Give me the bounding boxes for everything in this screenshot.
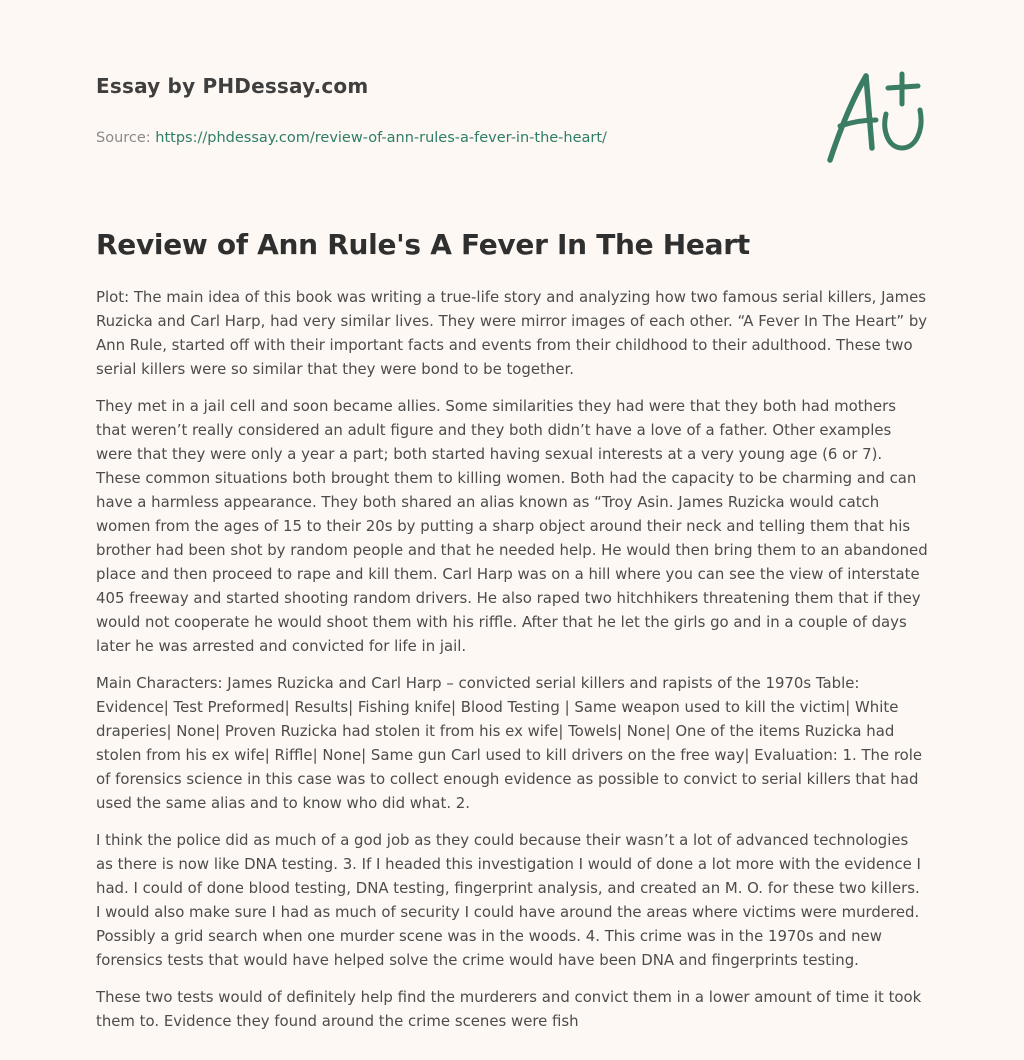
site-brand: Essay by PHDessay.com [96, 74, 369, 98]
essay-paragraph: I think the police did as much of a god job as they could because their wasn’t a lot of advanced technologies as there is now like DNA testing. 3. If I headed this investigation I would of done a lot more with the evidence I had. I could of done blood testing, DNA testing, fingerprint analysis, and created an M. O. for these two killers. I would also make sure I had as much of security I could have around the areas where victims were murdered. Possibly a grid search when one murder scene was in the woods. 4. This crime was in the 1970s and new forensics tests that would have helped solve the crime would have been DNA and fingerprints testing. [96, 831, 921, 969]
source-label: Source: [96, 130, 156, 146]
essay-title: Review of Ann Rule's A Fever In The Heart [96, 228, 750, 261]
essay-paragraph: Plot: The main idea of this book was writing a true-life story and analyzing how two famous serial killers, James Ruzicka and Carl Harp, had very similar lives. They were mirror images of each other. “A Fever In The Heart” by Ann Rule, started off with their important facts and events from their childhood to their adulthood. These two serial killers were so similar that they were bond to be together. [96, 288, 928, 378]
essay-paragraph: They met in a jail cell and soon became allies. Some similarities they had were that they both had mothers that weren’t really considered an adult figure and they both didn’t have a love of a father. Other examples were that they were only a year a part; both started having sexual interests at a very young age (6 or 7). These common situations both brought them to killing women. Both had the capacity to be charming and can have a harmless appearance. They both shared an alias known as “Troy Asin. James Ruzicka would catch women from the ages of 15 to their 20s by putting a sharp object around their neck and telling them that his brother had been shot by random people and that he needed help. He would then bring them to an abandoned place and then proceed to rape and kill them. Carl Harp was on a hill where you can see the view of interstate 405 freeway and started shooting random drivers. He also raped two hitchhikers threatening them that if they would not cooperate he would shoot them with his riffle. After that he let the girls go and in a couple of days later he was arrested and convicted for life in jail. [96, 397, 928, 655]
source-line [96, 130, 796, 146]
essay-header [96, 74, 796, 146]
essay-content [96, 228, 928, 1046]
essay-paragraph: These two tests would of definitely help find the murderers and convict them in a lower amount of time it took them to. Evidence they found around the crime scenes were fish [96, 988, 922, 1030]
essay-paragraph: Main Characters: James Ruzicka and Carl Harp – convicted serial killers and rapists of the 1970s Table: Evidence| Test Preformed| Results| Fishing knife| Blood Testing | Same weapon used to kill the victim| White draperies| None| Proven Ruzicka had stolen it from his ex wife| Towels| None| One of the items Ruzicka had stolen from his ex wife| Riffle| None| Same gun Carl used to kill drivers on the free way| Evaluation: 1. The role of forensics science in this case was to collect enough evidence as possible to convict to serial killers that had used the same alias and to know who did what. 2. [96, 674, 923, 812]
source-link[interactable]: https://phdessay.com/review-of-ann-rules-a-fever-in-the-heart/ [155, 130, 607, 146]
a-plus-grade-icon [822, 64, 932, 168]
